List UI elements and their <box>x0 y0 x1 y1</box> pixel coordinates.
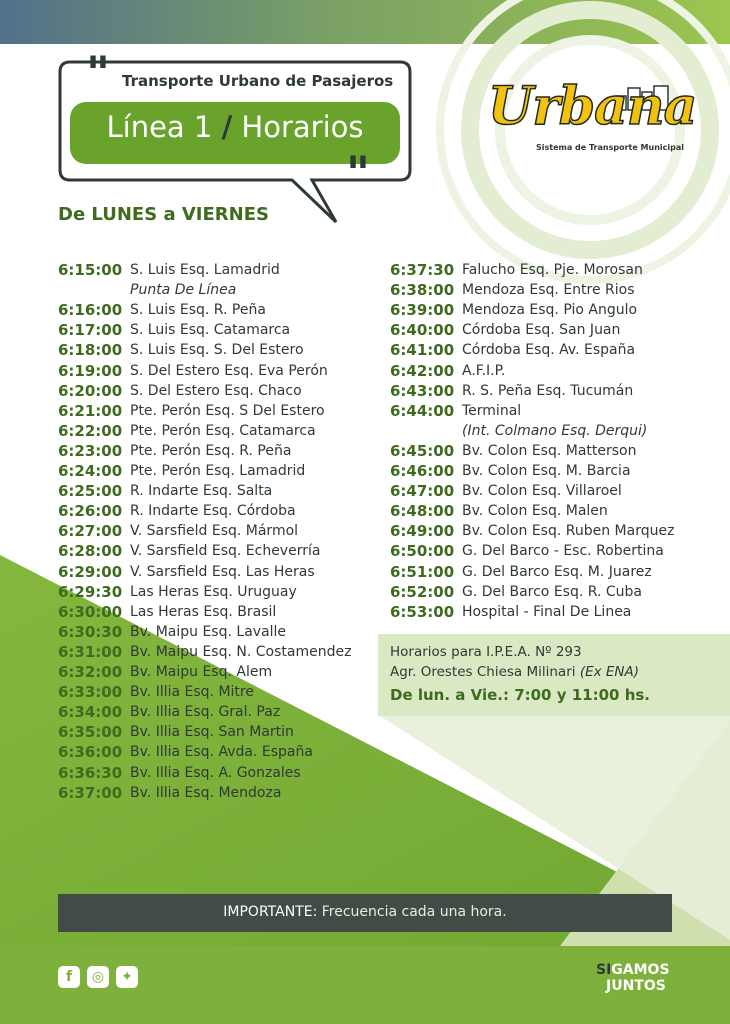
schedule-time: 6:37:00 <box>58 783 123 802</box>
schedule-time: 6:20:00 <box>58 381 123 400</box>
title-slash: / <box>221 110 233 144</box>
schedule-time: 6:43:00 <box>390 381 455 400</box>
schedule-time: 6:29:00 <box>58 562 123 581</box>
schedule-time: 6:38:00 <box>390 281 455 300</box>
days-heading: De LUNES a VIERNES <box>58 204 269 225</box>
instagram-icon[interactable]: ◎ <box>87 966 109 988</box>
schedule-time: 6:30:00 <box>58 602 123 621</box>
schedule-stop: Mendoza Esq. Pio Angulo <box>462 302 638 319</box>
open-quote-icon: " <box>86 46 110 100</box>
schedule-time: 6:32:00 <box>58 663 123 681</box>
schedule-stop: S. Luis Esq. Lamadrid <box>130 262 280 278</box>
schedule-stop: G. Del Barco Esq. M. Juarez <box>462 563 652 580</box>
schedule-time: 6:24:00 <box>58 462 123 480</box>
schedule-stop: Pte. Perón Esq. Lamadrid <box>130 463 306 479</box>
important-label: IMPORTANTE: <box>223 904 318 920</box>
schedule-stop: Córdoba Esq. San Juan <box>462 322 621 339</box>
schedule-time: 6:27:00 <box>58 522 123 541</box>
schedule-stop: Pte. Perón Esq. S Del Estero <box>130 402 325 419</box>
schedule-time: 6:18:00 <box>58 341 123 360</box>
schedule-stop: Bv. Illia Esq. San Martin <box>130 724 294 741</box>
schedule-time: 6:42:00 <box>390 361 455 380</box>
schedule-stop: Las Heras Esq. Brasil <box>130 603 277 620</box>
schedule-stop: Mendoza Esq. Entre Rios <box>462 282 635 299</box>
slogan-line1 <box>596 962 670 978</box>
page-title <box>70 110 400 144</box>
schedule-time: 6:46:00 <box>390 462 455 480</box>
schedule-stop: S. Luis Esq. R. Peña <box>130 302 266 319</box>
schedule-time: 6:40:00 <box>390 321 455 340</box>
schedule-stop: S. Luis Esq. Catamarca <box>130 322 291 339</box>
schedule-time: 6:47:00 <box>390 482 455 501</box>
schedule-time: 6:45:00 <box>390 441 455 460</box>
schedule-stop: R. Indarte Esq. Salta <box>130 483 273 500</box>
schedule-stop: Bv. Illia Esq. Mendoza <box>130 784 282 801</box>
schedule-stop: Terminal <box>462 402 522 419</box>
schedule-time: 6:36:30 <box>58 763 123 782</box>
schedule-stop: Bv. Maipu Esq. Alem <box>130 664 273 680</box>
schedule-time: 6:21:00 <box>58 401 123 420</box>
facebook-icon[interactable]: f <box>58 966 80 988</box>
schedule-time: 6:29:30 <box>58 582 123 601</box>
schedule-stop: A.F.I.P. <box>462 362 506 379</box>
ipea-line2-text: Agr. Orestes Chiesa Milinari <box>390 664 576 680</box>
ipea-line2-note: (Ex ENA) <box>579 664 640 680</box>
ipea-line1: Horarios para I.P.E.A. Nº 293 <box>390 644 582 660</box>
schedule-stop: Bv. Maipu Esq. Lavalle <box>130 623 287 640</box>
transport-subtitle: Transporte Urbano de Pasajeros <box>122 72 394 90</box>
schedule-time: 6:33:00 <box>58 683 123 702</box>
schedule-time: 6:19:00 <box>58 361 123 380</box>
urbana-logo: Urbana <box>488 76 697 137</box>
schedule-time: 6:25:00 <box>58 482 123 501</box>
schedule-stop: Bv. Illia Esq. Gral. Paz <box>130 704 281 721</box>
schedule-stop: Falucho Esq. Pje. Morosan <box>462 262 643 278</box>
schedule-stop: V. Sarsfield Esq. Echeverría <box>130 543 321 560</box>
schedule-note: (Int. Colmano Esq. Derqui) <box>462 422 648 439</box>
schedule-stop: G. Del Barco Esq. R. Cuba <box>462 583 642 600</box>
schedule-time: 6:50:00 <box>390 542 455 561</box>
schedule-stop: S. Del Estero Esq. Chaco <box>130 382 302 399</box>
schedule-time: 6:44:00 <box>390 401 455 420</box>
schedule-note: Punta De Línea <box>130 282 237 299</box>
twitter-icon[interactable]: ✦ <box>116 966 138 988</box>
schedule-time: 6:49:00 <box>390 522 455 541</box>
schedule-time: 6:36:00 <box>58 743 123 762</box>
schedule-stop: Bv. Colon Esq. M. Barcia <box>462 463 631 479</box>
schedule-stop: Las Heras Esq. Uruguay <box>130 583 297 600</box>
schedule-time: 6:28:00 <box>58 542 123 561</box>
slogan-line2: JUNTOS <box>606 978 666 994</box>
schedule-time: 6:48:00 <box>390 502 455 521</box>
schedule-stop: Bv. Illia Esq. Mitre <box>130 684 254 701</box>
schedule-stop: G. Del Barco - Esc. Robertina <box>462 543 664 560</box>
schedule-stop: Bv. Colon Esq. Malen <box>462 503 608 520</box>
schedule-stop: R. Indarte Esq. Córdoba <box>130 503 296 520</box>
title-word: Horarios <box>241 110 364 144</box>
schedule-time: 6:39:00 <box>390 301 455 320</box>
schedule-time: 6:37:30 <box>390 261 455 279</box>
slogan-gamos: GAMOS <box>611 962 670 978</box>
schedule-time: 6:35:00 <box>58 723 123 742</box>
schedule-stop: Hospital - Final De Linea <box>462 603 632 620</box>
schedule-stop: Pte. Perón Esq. R. Peña <box>130 442 292 459</box>
title-line: Línea 1 <box>106 110 213 144</box>
ipea-line3: De lun. a Vie.: 7:00 y 11:00 hs. <box>390 686 650 704</box>
schedule-time: 6:31:00 <box>58 642 123 661</box>
slogan-si: SI <box>596 962 612 978</box>
important-notice <box>58 904 672 920</box>
schedule-time: 6:51:00 <box>390 562 455 581</box>
schedule-time: 6:30:30 <box>58 622 123 641</box>
schedule-stop: Bv. Colon Esq. Villaroel <box>462 483 622 500</box>
schedule-time: 6:16:00 <box>58 301 123 320</box>
schedule-stop: Bv. Colon Esq. Ruben Marquez <box>462 523 675 540</box>
schedule-time: 6:22:00 <box>58 421 123 440</box>
schedule-time: 6:23:00 <box>58 441 123 460</box>
ipea-line2 <box>390 664 639 680</box>
schedule-time: 6:53:00 <box>390 602 455 621</box>
schedule-stop: V. Sarsfield Esq. Las Heras <box>130 563 315 580</box>
schedule-stop: S. Luis Esq. S. Del Estero <box>130 342 304 359</box>
schedule-stop: V. Sarsfield Esq. Mármol <box>130 523 299 540</box>
schedule-stop: Pte. Perón Esq. Catamarca <box>130 422 316 439</box>
schedule-stop: Bv. Maipu Esq. N. Costamendez <box>130 643 352 660</box>
close-quote-icon: " <box>346 146 370 200</box>
schedule-time: 6:34:00 <box>58 703 123 722</box>
important-text: Frecuencia cada una hora. <box>317 904 507 920</box>
schedule-time: 6:41:00 <box>390 341 455 360</box>
schedule-stop: Bv. Illia Esq. Avda. España <box>130 744 313 761</box>
schedule-stop: Córdoba Esq. Av. España <box>462 342 636 359</box>
schedule-time: 6:26:00 <box>58 502 123 521</box>
schedule-stop: R. S. Peña Esq. Tucumán <box>462 382 634 399</box>
logo-tagline: Sistema de Transporte Municipal <box>536 143 684 152</box>
schedule-stop: Bv. Illia Esq. A. Gonzales <box>130 764 301 781</box>
schedule-stop: S. Del Estero Esq. Eva Perón <box>130 362 328 379</box>
schedule-stop: Bv. Colon Esq. Matterson <box>462 442 637 459</box>
schedule-time: 6:52:00 <box>390 582 455 601</box>
schedule-time: 6:17:00 <box>58 321 123 340</box>
schedule-time: 6:15:00 <box>58 261 123 279</box>
